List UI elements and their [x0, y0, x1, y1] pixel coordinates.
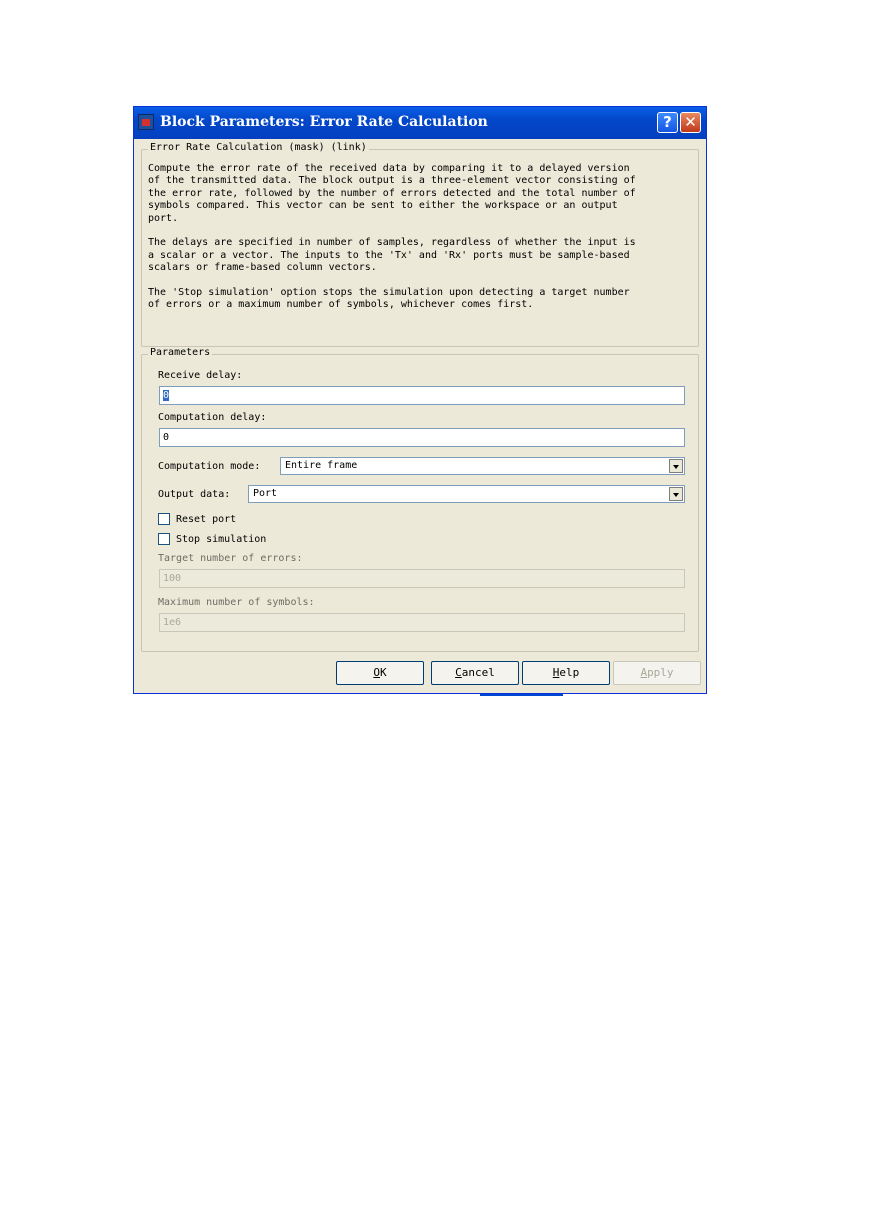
output-data-select[interactable]	[248, 485, 685, 503]
computation-mode-value: Entire frame	[285, 460, 358, 471]
close-title-button[interactable]	[680, 112, 701, 133]
output-data-label: Output data:	[158, 489, 231, 500]
max-symbols-label: Maximum number of symbols:	[158, 597, 315, 608]
receive-delay-label: Receive delay:	[158, 370, 243, 381]
computation-delay-input[interactable]	[159, 428, 685, 447]
taskbar-indicator	[480, 694, 563, 696]
reset-port-label[interactable]: Reset port	[176, 514, 237, 525]
max-symbols-input	[159, 613, 685, 632]
ok-button[interactable]: OK	[336, 661, 424, 685]
block-parameters-dialog	[133, 106, 707, 694]
help-button[interactable]: Help	[522, 661, 610, 685]
stop-simulation-checkbox[interactable]	[158, 533, 170, 545]
target-errors-value: 100	[163, 573, 182, 584]
receive-delay-value: 0	[163, 390, 170, 401]
computation-delay-value: 0	[163, 432, 170, 443]
chevron-down-icon[interactable]	[669, 459, 683, 473]
title-bar[interactable]	[134, 107, 706, 139]
description-legend: Error Rate Calculation (mask) (link)	[150, 142, 367, 153]
output-data-value: Port	[253, 488, 278, 499]
description-text: Compute the error rate of the received data by comparing it to a delayed version of the transmitted data. The block output is a three-element vector consisting of the error rate, followed by the number of errors detected and the total number of symbols compared. This vector can be sent to either the workspace or an output port. The delays are specified in number of samples, regardless of whether the input is a scalar or a vector. The inputs to the 'Tx' and 'Rx' ports must be sample-based scalars or frame-based column vectors. The 'Stop simulation' option stops the simulation upon detecting a target number of errors or a maximum number of symbols, whichever comes first.	[148, 163, 636, 311]
simulink-app-icon	[138, 114, 154, 130]
help-title-button[interactable]	[657, 112, 678, 133]
apply-button: Apply	[613, 661, 701, 685]
max-symbols-value: 1e6	[163, 617, 182, 628]
stop-simulation-label[interactable]: Stop simulation	[176, 534, 267, 545]
target-errors-input	[159, 569, 685, 588]
parameters-group	[141, 347, 699, 652]
computation-mode-select[interactable]	[280, 457, 685, 475]
computation-mode-label: Computation mode:	[158, 461, 261, 472]
question-mark-icon: ?	[663, 113, 672, 131]
receive-delay-input[interactable]	[159, 386, 685, 405]
chevron-down-icon[interactable]	[669, 487, 683, 501]
target-errors-label: Target number of errors:	[158, 553, 303, 564]
close-icon: ✕	[684, 113, 697, 131]
description-group	[141, 142, 699, 347]
computation-delay-label: Computation delay:	[158, 412, 267, 423]
parameters-legend: Parameters	[150, 347, 211, 358]
reset-port-checkbox[interactable]	[158, 513, 170, 525]
window-title: Block Parameters: Error Rate Calculation	[160, 114, 488, 130]
cancel-button[interactable]: Cancel	[431, 661, 519, 685]
